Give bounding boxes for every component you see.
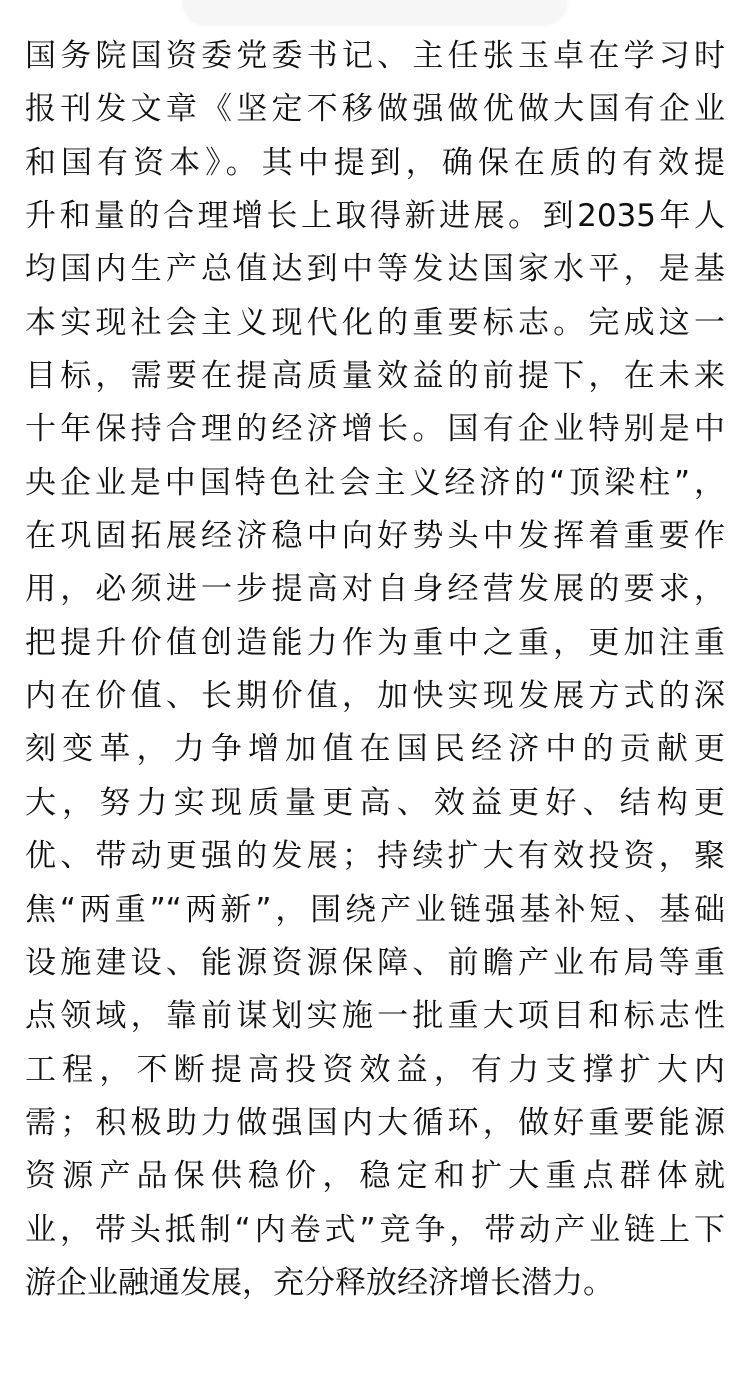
article-line: 十年保持合理的经济增长。国有企业特别是中 [25, 411, 725, 448]
article-line: 均国内生产总值达到中等发达国家水平，是基 [25, 251, 725, 288]
article-line: 资源产品保供稳价，稳定和扩大重点群体就 [25, 1158, 725, 1195]
article-line: 需；积极助力做强国内大循环，做好重要能源 [25, 1104, 725, 1141]
article-body [25, 30, 725, 1310]
article-line: 央企业是中国特色社会主义经济的“顶梁柱”， [25, 464, 725, 501]
top-handle-bar [183, 0, 567, 24]
article-line: 国务院国资委党委书记、主任张玉卓在学习时 [25, 38, 725, 74]
article-line: 工程，不断提高投资效益，有力支撑扩大内 [25, 1051, 725, 1088]
article-line: 报刊发文章《坚定不移做强做优做大国有企业 [25, 91, 725, 128]
article-line: 刻变革，力争增加值在国民经济中的贡献更 [25, 731, 725, 768]
article-line: 用，必须进一步提高对自身经营发展的要求， [25, 571, 725, 608]
article-line: 业，带头抵制“内卷式”竞争，带动产业链上下 [25, 1211, 725, 1248]
article-line: 在巩固拓展经济稳中向好势头中发挥着重要作 [25, 518, 725, 555]
article-line: 大，努力实现质量更高、效益更好、结构更 [25, 784, 725, 821]
article-line: 和国有资本》。其中提到，确保在质的有效提 [25, 144, 725, 181]
article-line: 点领域，靠前谋划实施一批重大项目和标志性 [25, 998, 725, 1035]
article-line: 把提升价值创造能力作为重中之重，更加注重 [25, 624, 725, 661]
article-line: 优、带动更强的发展；持续扩大有效投资，聚 [25, 838, 725, 875]
article-line: 目标，需要在提高质量效益的前提下，在未来 [25, 358, 725, 395]
article-line: 本实现社会主义现代化的重要标志。完成这一 [25, 304, 725, 341]
article-line: 设施建设、能源资源保障、前瞻产业布局等重 [25, 944, 725, 981]
article-line: 升和量的合理增长上取得新进展。到2035年人 [25, 198, 725, 235]
article-line: 游企业融通发展，充分释放经济增长潜力。 [25, 1264, 614, 1301]
article-line: 内在价值、长期价值，加快实现发展方式的深 [25, 678, 725, 715]
article-line: 焦“两重”“两新”，围绕产业链强基补短、基础 [25, 891, 725, 928]
